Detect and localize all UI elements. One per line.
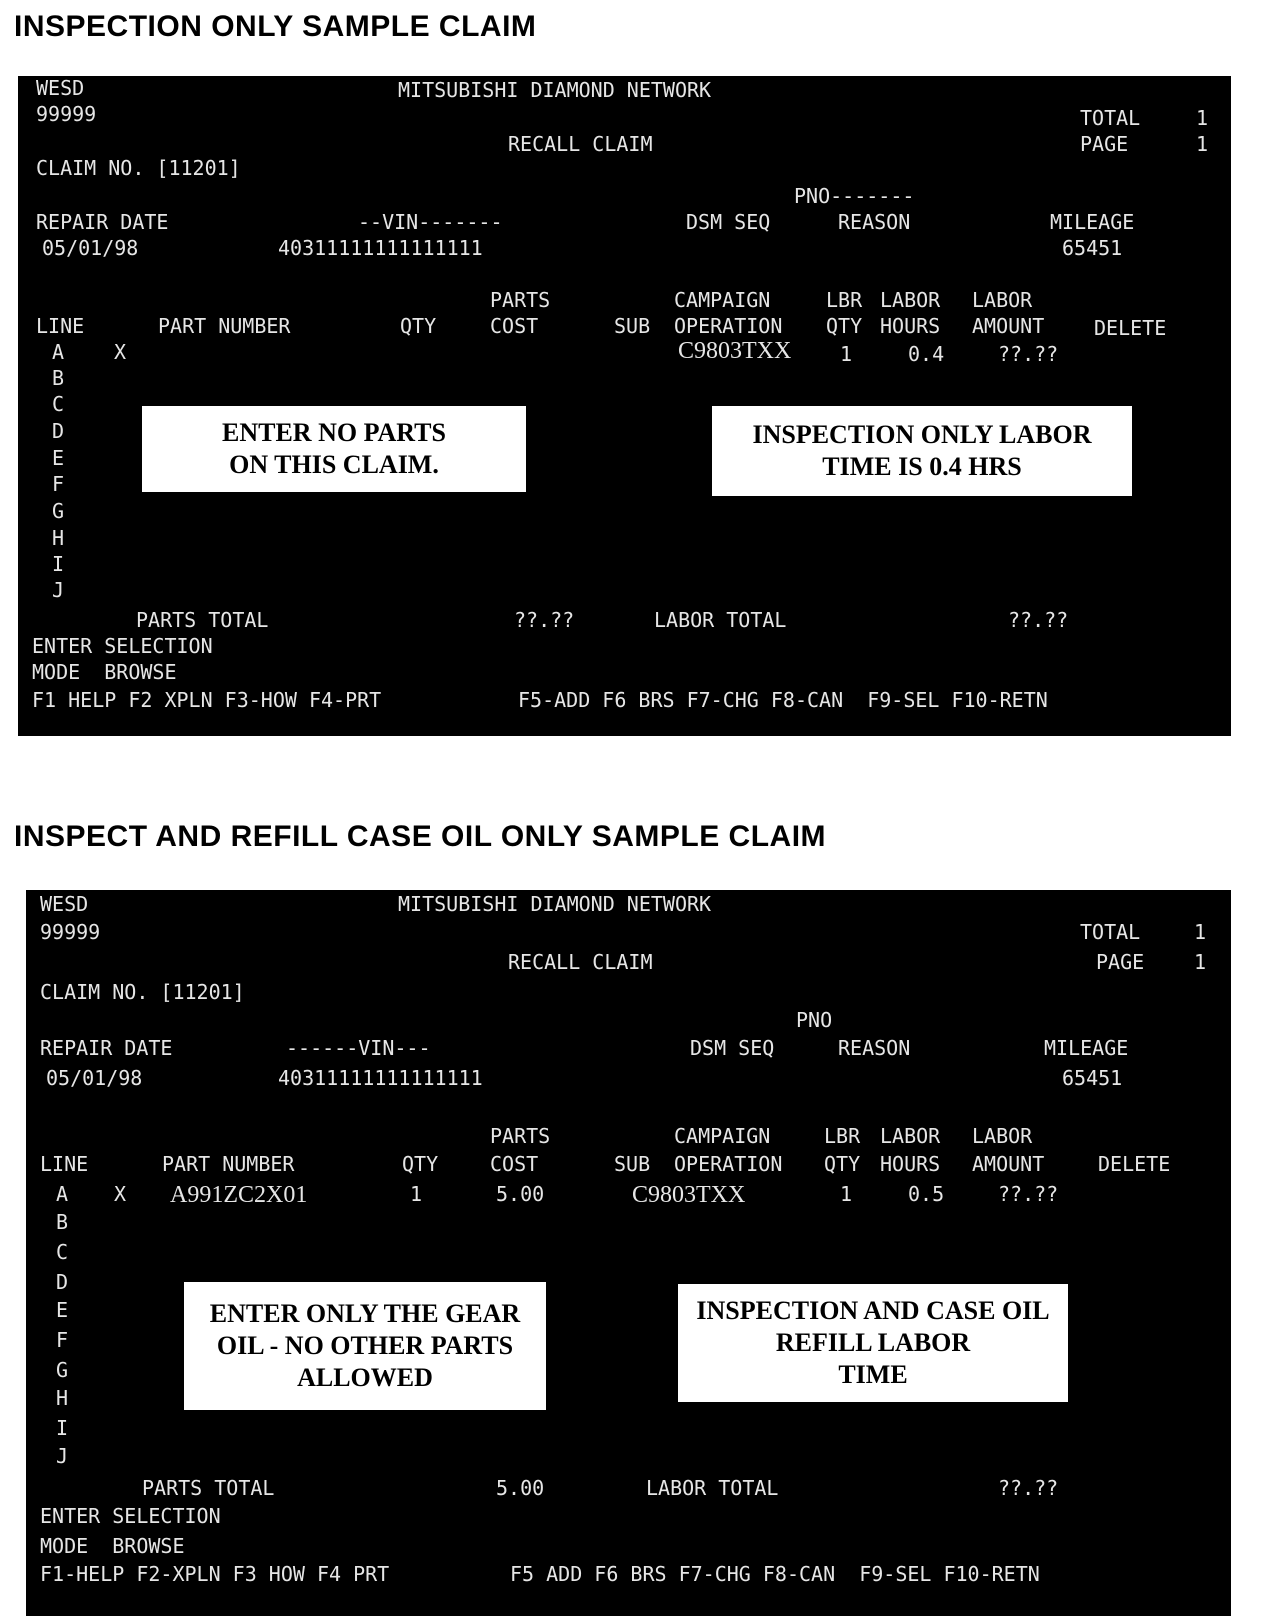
line-a-operation: C9803TXX [678, 338, 792, 364]
line-a-cost: 5.00 [496, 1182, 545, 1206]
col-lbr-qty: QTY [826, 314, 863, 338]
col-parts-top: PARTS [490, 288, 551, 312]
enter-selection-prompt: ENTER SELECTION [40, 1504, 221, 1528]
mode-browse: MODE BROWSE [40, 1534, 185, 1558]
col-labor-amount-top: LABOR [972, 1124, 1033, 1148]
dealer-number: 99999 [36, 102, 97, 126]
dealer-code: WESD [36, 76, 85, 100]
col-line: LINE [40, 1152, 89, 1176]
repair-date-label: REPAIR DATE [40, 1036, 173, 1060]
labor-total-label: LABOR TOTAL [654, 608, 787, 632]
total-label: TOTAL [1080, 920, 1141, 944]
vin-header: ------VIN--- [286, 1036, 431, 1060]
dealer-number: 99999 [40, 920, 101, 944]
line-a-hours: 0.5 [908, 1182, 945, 1206]
note-line: OIL - NO OTHER PARTS [216, 1331, 514, 1360]
line-a-mark: X [114, 1182, 127, 1206]
line-letter: D [56, 1270, 69, 1294]
function-keys-right: F5-ADD F6 BRS F7-CHG F8-CAN F9-SEL F10-RETN [518, 688, 1048, 712]
col-part-number: PART NUMBER [162, 1152, 295, 1176]
note-inspection-labor-time [712, 406, 1132, 496]
note-line: ALLOWED [297, 1363, 433, 1392]
note-inspection-case-oil-labor [678, 1284, 1068, 1402]
line-a-amount: ??.?? [998, 342, 1059, 366]
vin-value: 40311111111111111 [278, 236, 483, 260]
col-operation: OPERATION [674, 314, 783, 338]
note-line: REFILL LABOR [775, 1328, 971, 1357]
note-line: ON THIS CLAIM. [229, 450, 439, 479]
note-line: TIME IS 0.4 HRS [822, 452, 1022, 481]
col-lbr-top: LBR [824, 1124, 861, 1148]
parts-total-value: 5.00 [496, 1476, 545, 1500]
col-sub: SUB [614, 314, 651, 338]
mileage-label: MILEAGE [1044, 1036, 1129, 1060]
parts-total-value: ??.?? [514, 608, 575, 632]
line-letter: C [56, 1240, 69, 1264]
page-value: 1 [1194, 950, 1207, 974]
line-letter: I [52, 552, 65, 576]
network-title: MITSUBISHI DIAMOND NETWORK [398, 78, 712, 102]
line-a-operation: C9803TXX [632, 1182, 746, 1208]
line-letter: B [52, 366, 65, 390]
line-letter: J [52, 578, 65, 602]
col-amount: AMOUNT [972, 314, 1045, 338]
repair-date-value: 05/01/98 [42, 236, 139, 260]
claim-2-terminal-screen [26, 890, 1231, 1616]
col-amount: AMOUNT [972, 1152, 1045, 1176]
col-labor-amount-top: LABOR [972, 288, 1033, 312]
col-delete: DELETE [1094, 316, 1167, 340]
col-delete: DELETE [1098, 1152, 1171, 1176]
line-a-mark: X [114, 340, 127, 364]
claim-number: CLAIM NO. [11201] [36, 156, 241, 180]
col-campaign-top: CAMPAIGN [674, 1124, 771, 1148]
col-hours: HOURS [880, 314, 941, 338]
vin-value: 40311111111111111 [278, 1066, 483, 1090]
page-label: PAGE [1080, 132, 1129, 156]
note-line: INSPECTION AND CASE OIL [696, 1296, 1050, 1325]
line-a-amount: ??.?? [998, 1182, 1059, 1206]
repair-date-value: 05/01/98 [46, 1066, 143, 1090]
page-value: 1 [1196, 132, 1209, 156]
dsm-seq-label: DSM SEQ [686, 210, 771, 234]
pno-header: PNO------- [794, 184, 915, 208]
line-letter: G [56, 1358, 69, 1382]
note-line: INSPECTION ONLY LABOR [752, 420, 1092, 449]
reason-label: REASON [838, 1036, 911, 1060]
line-letter: D [52, 419, 65, 443]
line-letter: F [52, 472, 65, 496]
col-cost: COST [490, 1152, 539, 1176]
line-a-qty: 1 [410, 1182, 423, 1206]
line-letter: C [52, 392, 65, 416]
line-a-part-number: A991ZC2X01 [170, 1182, 308, 1208]
mileage-value: 65451 [1062, 236, 1123, 260]
col-cost: COST [490, 314, 539, 338]
col-sub: SUB [614, 1152, 651, 1176]
labor-total-value: ??.?? [998, 1476, 1059, 1500]
labor-total-label: LABOR TOTAL [646, 1476, 779, 1500]
col-operation: OPERATION [674, 1152, 783, 1176]
dealer-code: WESD [40, 892, 89, 916]
dsm-seq-label: DSM SEQ [690, 1036, 775, 1060]
line-a-letter: A [56, 1182, 69, 1206]
claim-1-heading: INSPECTION ONLY SAMPLE CLAIM [14, 10, 537, 43]
total-label: TOTAL [1080, 106, 1141, 130]
col-lbr-qty: QTY [824, 1152, 861, 1176]
page-label: PAGE [1096, 950, 1145, 974]
reason-label: REASON [838, 210, 911, 234]
claim-1-terminal-screen [18, 76, 1231, 736]
col-lbr-top: LBR [826, 288, 863, 312]
col-part-number: PART NUMBER [158, 314, 291, 338]
function-keys-left: F1 HELP F2 XPLN F3-HOW F4-PRT [32, 688, 382, 712]
note-enter-only-gear-oil [184, 1282, 546, 1410]
line-letter: E [56, 1298, 69, 1322]
screen-title: RECALL CLAIM [508, 950, 653, 974]
col-qty: QTY [402, 1152, 439, 1176]
line-a-lbr-qty: 1 [840, 342, 853, 366]
line-letter: I [56, 1416, 69, 1440]
col-parts-top: PARTS [490, 1124, 551, 1148]
col-qty: QTY [400, 314, 437, 338]
repair-date-label: REPAIR DATE [36, 210, 169, 234]
pno-header: PNO [796, 1008, 833, 1032]
line-letter: G [52, 499, 65, 523]
line-letter: F [56, 1328, 69, 1352]
total-value: 1 [1196, 106, 1209, 130]
line-letter: H [52, 526, 65, 550]
parts-total-label: PARTS TOTAL [136, 608, 269, 632]
note-line: ENTER ONLY THE GEAR [209, 1299, 521, 1328]
mileage-value: 65451 [1062, 1066, 1123, 1090]
claim-number: CLAIM NO. [11201] [40, 980, 245, 1004]
screen-title: RECALL CLAIM [508, 132, 653, 156]
line-a-lbr-qty: 1 [840, 1182, 853, 1206]
line-letter: B [56, 1210, 69, 1234]
mileage-label: MILEAGE [1050, 210, 1135, 234]
col-line: LINE [36, 314, 85, 338]
col-labor-hours-top: LABOR [880, 288, 941, 312]
line-letter: H [56, 1386, 69, 1410]
enter-selection-prompt: ENTER SELECTION [32, 634, 213, 658]
note-line: TIME [838, 1360, 908, 1389]
vin-header: --VIN------- [358, 210, 503, 234]
note-enter-no-parts [142, 406, 526, 492]
total-value: 1 [1194, 920, 1207, 944]
claim-2-heading: INSPECT AND REFILL CASE OIL ONLY SAMPLE CLAIM [14, 820, 827, 853]
line-letter: J [56, 1444, 69, 1468]
line-a-hours: 0.4 [908, 342, 945, 366]
col-hours: HOURS [880, 1152, 941, 1176]
col-labor-hours-top: LABOR [880, 1124, 941, 1148]
function-keys-right: F5 ADD F6 BRS F7-CHG F8-CAN F9-SEL F10-RETN [510, 1562, 1040, 1586]
labor-total-value: ??.?? [1008, 608, 1069, 632]
col-campaign-top: CAMPAIGN [674, 288, 771, 312]
function-keys-left: F1-HELP F2-XPLN F3 HOW F4 PRT [40, 1562, 390, 1586]
line-a-letter: A [52, 340, 65, 364]
mode-browse: MODE BROWSE [32, 660, 177, 684]
parts-total-label: PARTS TOTAL [142, 1476, 275, 1500]
note-line: ENTER NO PARTS [222, 418, 446, 447]
network-title: MITSUBISHI DIAMOND NETWORK [398, 892, 712, 916]
line-letter: E [52, 446, 65, 470]
